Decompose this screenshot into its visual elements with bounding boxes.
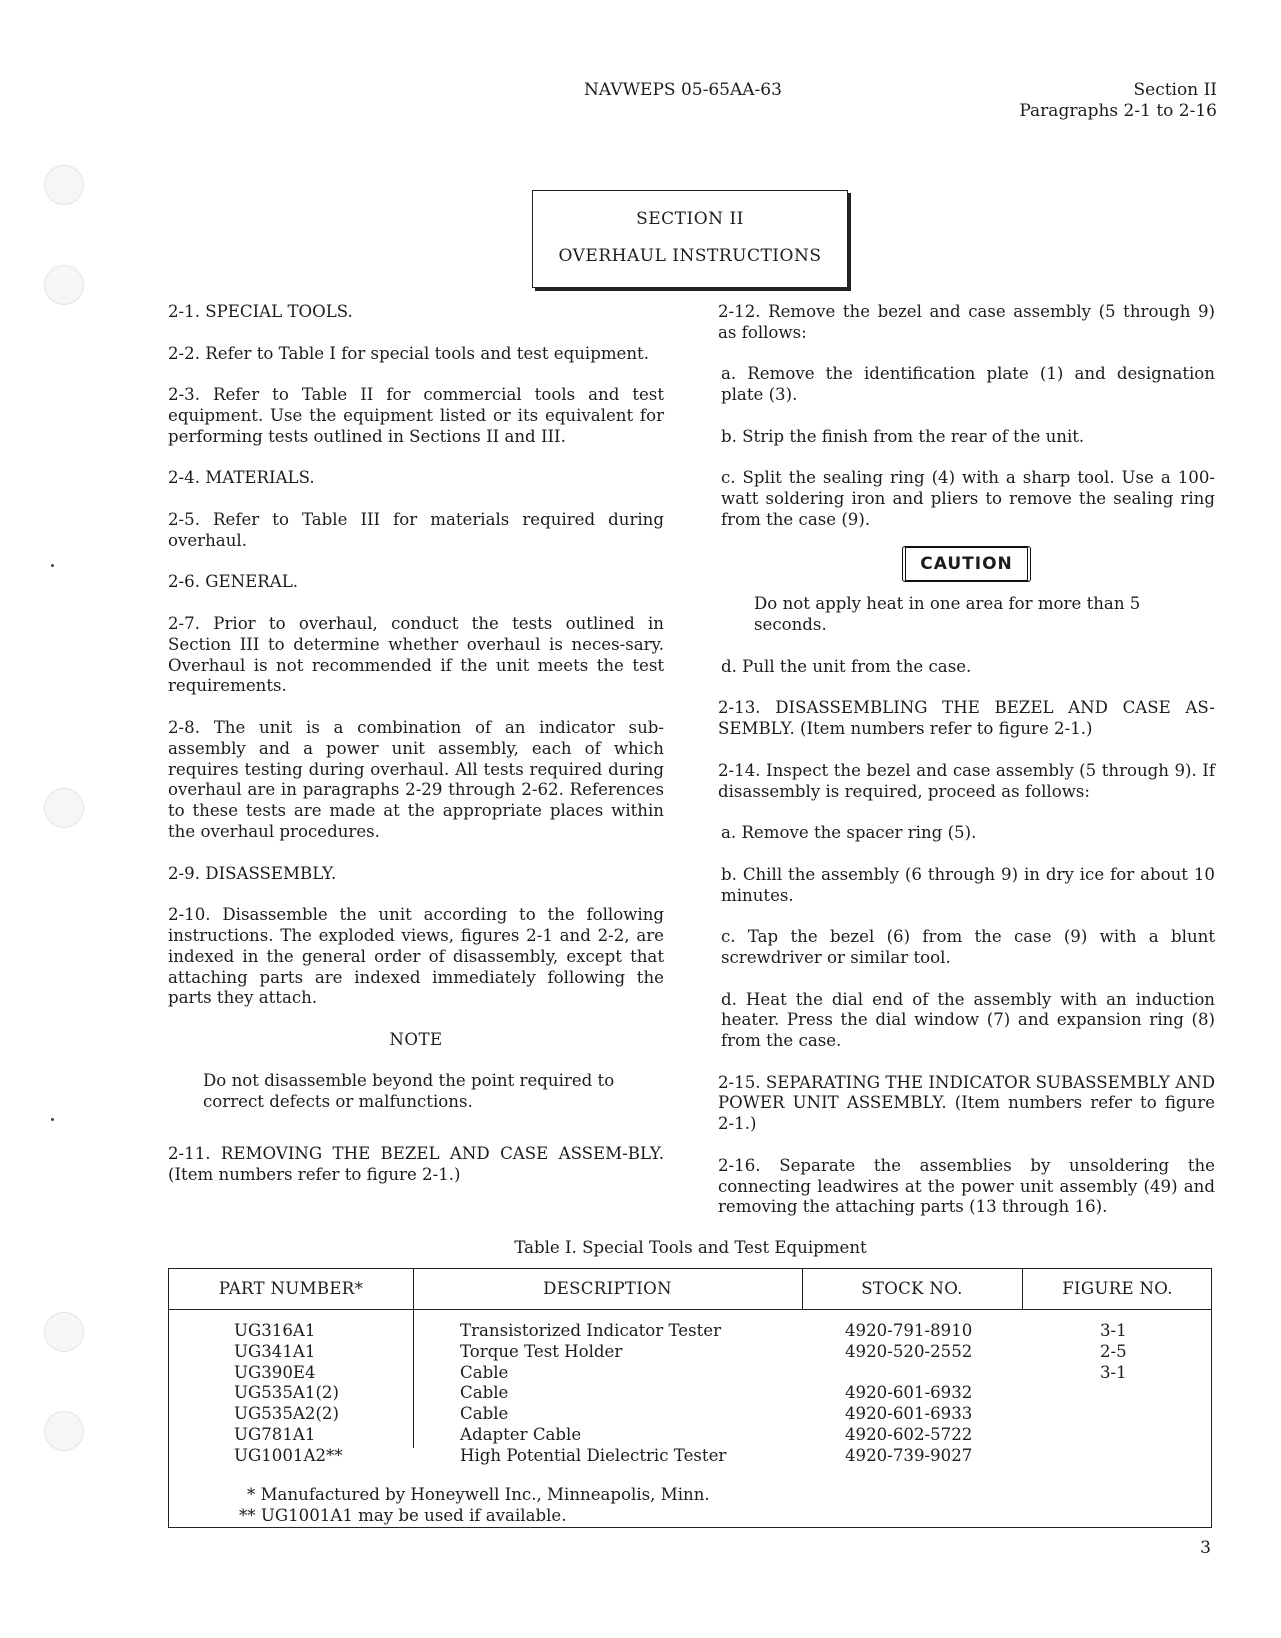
part-number: UG390E4 xyxy=(234,1362,316,1382)
para-2-10: 2-10. Disassemble the unit according to the following instructions. The exploded views, figures 2-1 and 2-2, are indexed in the general order of disassembly, except that attaching parts are indexed immediately following the parts they attach. xyxy=(168,905,664,1008)
table-row xyxy=(845,1321,972,1467)
table-footnotes xyxy=(239,1485,710,1527)
table-header-rule xyxy=(169,1309,1211,1310)
description: Transistorized Indicator Tester xyxy=(460,1321,722,1340)
para-2-14c: c. Tap the bezel (6) from the case (9) with a blunt screwdriver or similar tool. xyxy=(721,927,1215,967)
stock-number xyxy=(845,1363,972,1384)
part-number: UG535A1(2) xyxy=(234,1383,339,1403)
section-title: SECTION II xyxy=(636,209,744,229)
description: Cable xyxy=(460,1362,509,1382)
note-title: NOTE xyxy=(389,1029,443,1049)
para-2-12a: a. Remove the identification plate (1) and designation plate (3). xyxy=(721,364,1215,405)
figure-number: 3-1 xyxy=(1100,1362,1127,1382)
para-2-6: 2-6. GENERAL. xyxy=(168,572,299,592)
description: Adapter Cable xyxy=(460,1424,582,1444)
table-title: Table I. Special Tools and Test Equipment xyxy=(514,1238,867,1257)
stock-number: 4920-601-6932 xyxy=(845,1383,973,1403)
para-2-15: 2-15. SEPARATING THE INDICATOR SUBASSEMBLY AND POWER UNIT ASSEMBLY. (Item numbers refer to figure 2-1.) xyxy=(718,1072,1215,1134)
right-column xyxy=(718,302,1215,1239)
col-header-stock-no: STOCK NO. xyxy=(861,1279,963,1298)
para-2-1: 2-1. SPECIAL TOOLS. xyxy=(168,302,353,321)
special-tools-table xyxy=(168,1268,1212,1528)
para-2-11: 2-11. REMOVING THE BEZEL AND CASE ASSEM-BLY. (Item numbers refer to figure 2-1.) xyxy=(168,1144,664,1184)
doc-number: NAVWEPS 05-65AA-63 xyxy=(584,80,782,100)
part-number: UG781A1 xyxy=(234,1424,316,1444)
figure-number: 2-5 xyxy=(1100,1341,1127,1361)
table-row xyxy=(234,1321,343,1467)
table-row xyxy=(460,1321,726,1467)
figure-number: 3-1 xyxy=(1100,1321,1127,1340)
stock-number: 4920-739-9027 xyxy=(845,1445,973,1465)
part-number: UG341A1 xyxy=(234,1341,316,1361)
part-number: UG1001A2** xyxy=(234,1445,343,1465)
margin-dot xyxy=(51,1118,54,1121)
part-number: UG535A2(2) xyxy=(234,1404,339,1424)
section-subtitle: OVERHAUL INSTRUCTIONS xyxy=(558,246,822,266)
para-2-7: 2-7. Prior to overhaul, conduct the tests outlined in Section III to determine whether overhaul is neces-sary. Overhaul is not recommended if the unit meets the test requirements. xyxy=(168,613,664,696)
para-2-9: 2-9. DISASSEMBLY. xyxy=(168,863,337,883)
para-2-12c: c. Split the sealing ring (4) with a sharp tool. Use a 100-watt soldering iron and pliers to remove the sealing ring from the case (9). xyxy=(721,468,1215,529)
margin-dot xyxy=(51,564,54,567)
punch-hole xyxy=(44,1411,84,1451)
para-2-4: 2-4. MATERIALS. xyxy=(168,468,315,488)
punch-hole xyxy=(44,1312,84,1352)
col-header-figure-no: FIGURE NO. xyxy=(1062,1279,1173,1298)
footnote-ug1001a1: ** UG1001A1 may be used if available. xyxy=(239,1505,567,1525)
description: High Potential Dielectric Tester xyxy=(460,1445,727,1465)
para-2-8: 2-8. The unit is a combination of an indicator sub-assembly and a power unit assembly, each of which requires testing during overhaul. All tests required during overhaul are in paragraphs 2-29 through 2-62. References to these tests are made at the appropriate places within the overhaul procedures. xyxy=(168,717,664,841)
para-2-14a: a. Remove the spacer ring (5). xyxy=(721,823,977,843)
para-2-13: 2-13. DISASSEMBLING THE BEZEL AND CASE AS-SEMBLY. (Item numbers refer to figure 2-1.) xyxy=(718,698,1215,739)
stock-number: 4920-520-2552 xyxy=(845,1341,973,1361)
header-right xyxy=(1019,80,1217,122)
left-column xyxy=(168,302,664,1206)
para-2-3: 2-3. Refer to Table II for commercial tools and test equipment. Use the equipment listed or its equivalent for performing tests outlined in Sections II and III. xyxy=(168,385,664,446)
stock-number: 4920-601-6933 xyxy=(845,1404,973,1424)
description: Cable xyxy=(460,1383,509,1403)
para-2-2: 2-2. Refer to Table I for special tools and test equipment. xyxy=(168,343,649,363)
para-2-5: 2-5. Refer to Table III for materials required during overhaul. xyxy=(168,509,664,550)
caution-label: CAUTION xyxy=(902,546,1031,583)
description: Torque Test Holder xyxy=(460,1341,623,1361)
stock-number: 4920-602-5722 xyxy=(845,1424,973,1444)
para-2-16: 2-16. Separate the assemblies by unsoldering the connecting leadwires at the power unit assembly (49) and removing the attaching parts (13 through 16). xyxy=(718,1155,1215,1217)
col-header-description: DESCRIPTION xyxy=(543,1279,672,1298)
para-2-14b: b. Chill the assembly (6 through 9) in dry ice for about 10 minutes. xyxy=(721,864,1215,905)
note-text: Do not disassemble beyond the point required to correct defects or malfunctions. xyxy=(203,1071,615,1112)
para-2-12d: d. Pull the unit from the case. xyxy=(721,656,972,676)
punch-hole xyxy=(44,165,84,205)
para-2-14d: d. Heat the dial end of the assembly with an induction heater. Press the dial window (7) and expansion ring (8) from the case. xyxy=(721,989,1215,1051)
caution-banner xyxy=(718,546,1215,583)
col-header-part-number: PART NUMBER* xyxy=(218,1279,364,1298)
stock-number: 4920-791-8910 xyxy=(845,1321,973,1340)
description: Cable xyxy=(460,1404,509,1424)
paragraphs-range: Paragraphs 2-1 to 2-16 xyxy=(1019,101,1217,121)
para-2-12: 2-12. Remove the bezel and case assembly (5 through 9) as follows: xyxy=(718,302,1215,342)
footnote-honeywell: * Manufactured by Honeywell Inc., Minneapolis, Minn. xyxy=(247,1485,710,1504)
punch-hole xyxy=(44,788,84,828)
para-2-12b: b. Strip the finish from the rear of the unit. xyxy=(721,426,1085,446)
page-number: 3 xyxy=(1200,1538,1211,1558)
punch-hole xyxy=(44,265,84,305)
para-2-14: 2-14. Inspect the bezel and case assembly (5 through 9). If disassembly is required, proceed as follows: xyxy=(718,760,1215,801)
section-label: Section II xyxy=(1133,80,1217,100)
caution-text: Do not apply heat in one area for more than 5 seconds. xyxy=(754,594,1141,635)
section-title-box xyxy=(532,190,848,288)
part-number: UG316A1 xyxy=(234,1321,316,1340)
table-row xyxy=(1100,1321,1127,1383)
